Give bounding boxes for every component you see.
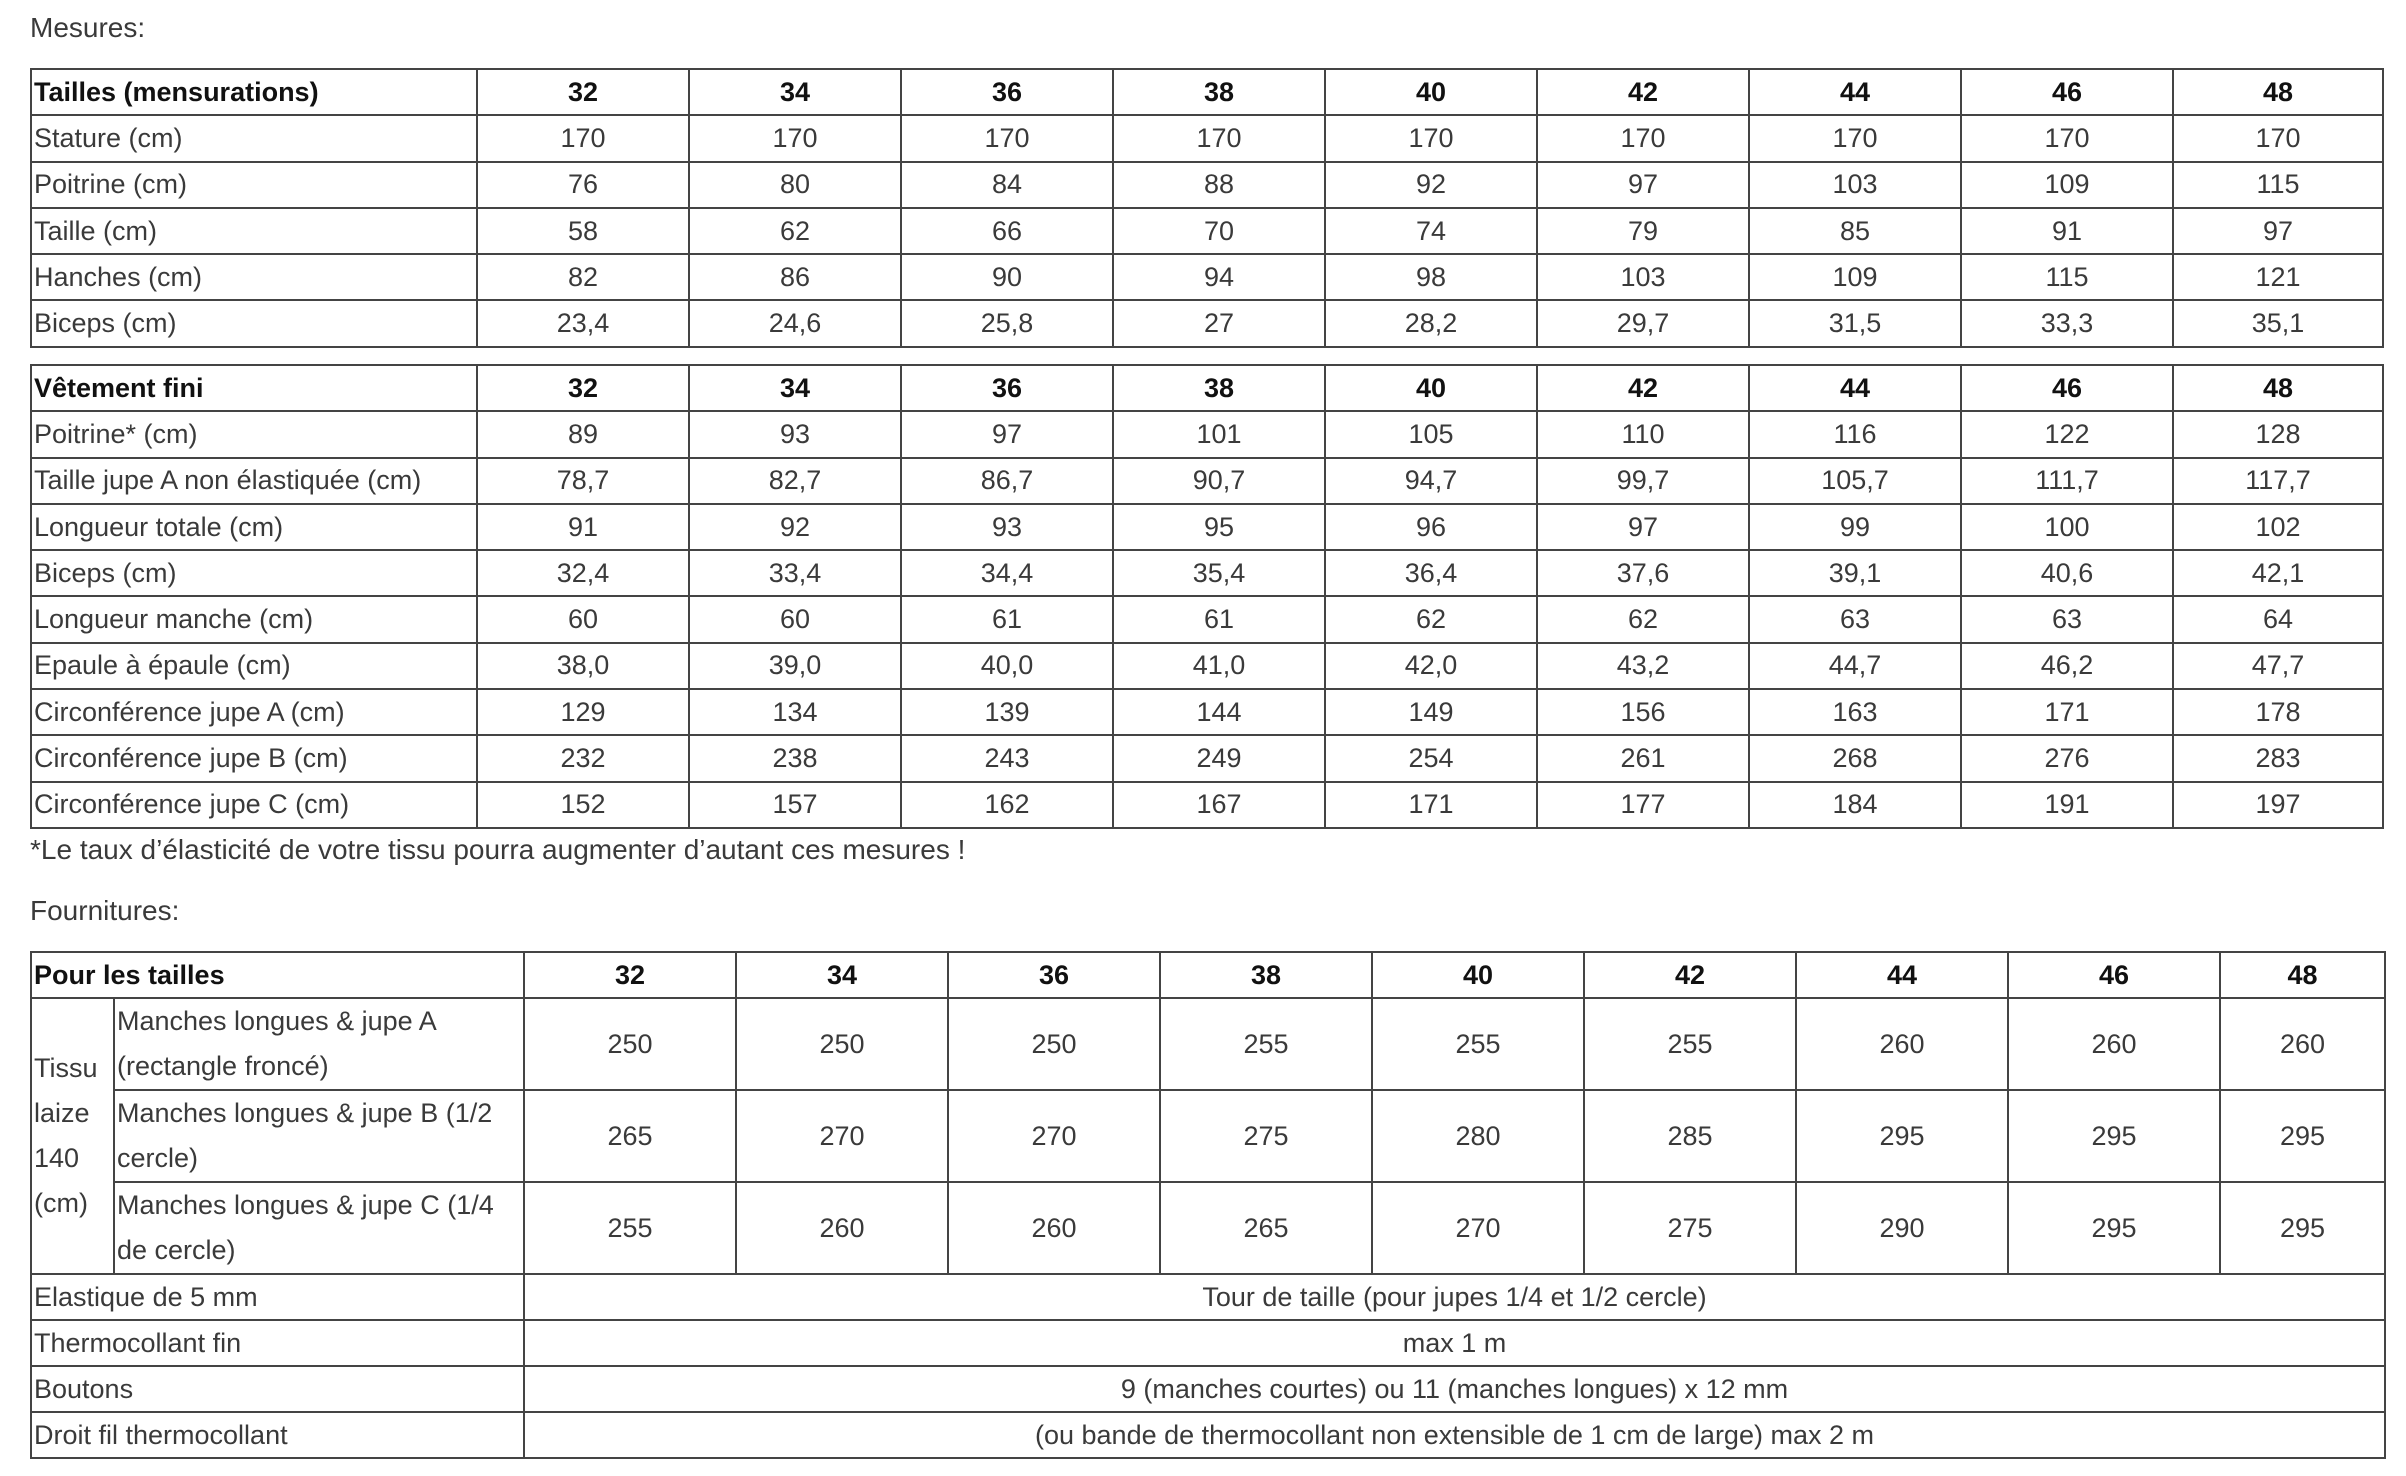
table-cell: 101 [1113,411,1325,457]
table-cell: 97 [1537,504,1749,550]
supply-label: Elastique de 5 mm [31,1274,524,1320]
table-cell: 260 [2008,998,2220,1090]
table-cell: 170 [1113,115,1325,161]
table-cell: 28,2 [1325,300,1537,346]
table-cell: 100 [1961,504,2173,550]
table-cell: 270 [948,1090,1160,1182]
table-cell: 78,7 [477,458,689,504]
size-header-40: 40 [1325,69,1537,115]
row-label: Poitrine (cm) [31,162,477,208]
table-cell: 62 [1537,596,1749,642]
table-cell: 99 [1749,504,1961,550]
table-cell: 250 [736,998,948,1090]
table-cell: 25,8 [901,300,1113,346]
size-header-42: 42 [1537,69,1749,115]
table-cell: 43,2 [1537,643,1749,689]
table-cell: 268 [1749,735,1961,781]
table-cell: 66 [901,208,1113,254]
table-cell: 94 [1113,254,1325,300]
fabric-row [31,1090,2385,1182]
table-cell: 270 [1372,1182,1584,1274]
supply-value: Tour de taille (pour jupes 1/4 et 1/2 cercle) [524,1274,2385,1320]
table-cell: 36,4 [1325,550,1537,596]
supply-row [31,1412,2385,1458]
table-cell: 129 [477,689,689,735]
size-header-42: 42 [1537,365,1749,411]
size-header-46: 46 [1961,69,2173,115]
table-cell: 105 [1325,411,1537,457]
size-header-38: 38 [1160,952,1372,998]
table-cell: 170 [1537,115,1749,161]
row-label: Epaule à épaule (cm) [31,643,477,689]
table-cell: 46,2 [1961,643,2173,689]
table-cell: 275 [1584,1182,1796,1274]
size-header-36: 36 [948,952,1160,998]
supply-label: Thermocollant fin [31,1320,524,1366]
table-cell: 89 [477,411,689,457]
table-cell: 122 [1961,411,2173,457]
table-cell: 41,0 [1113,643,1325,689]
table-cell: 162 [901,782,1113,828]
table-cell: 265 [1160,1182,1372,1274]
table-row [31,300,2383,346]
supply-value: (ou bande de thermocollant non extensible de 1 cm de large) max 2 m [524,1412,2385,1458]
table-cell: 295 [2008,1182,2220,1274]
size-header-34: 34 [736,952,948,998]
table-cell: 116 [1749,411,1961,457]
table-cell: 191 [1961,782,2173,828]
table-cell: 62 [1325,596,1537,642]
table-cell: 62 [689,208,901,254]
size-header-34: 34 [689,365,901,411]
size-header-34: 34 [689,69,901,115]
header-row [31,952,2385,998]
elasticity-note: *Le taux d’élasticité de votre tissu pourra augmenter d’autant ces mesures ! [30,834,966,865]
supply-label: Boutons [31,1366,524,1412]
table-cell: 157 [689,782,901,828]
table-cell: 47,7 [2173,643,2383,689]
table-cell: 283 [2173,735,2383,781]
table-cell: 170 [1325,115,1537,161]
table-cell: 79 [1537,208,1749,254]
table-cell: 184 [1749,782,1961,828]
table-cell: 32,4 [477,550,689,596]
table-cell: 35,1 [2173,300,2383,346]
table-cell: 86,7 [901,458,1113,504]
table-row [31,550,2383,596]
table-cell: 38,0 [477,643,689,689]
header-label: Tailles (mensurations) [31,69,477,115]
row-label: Poitrine* (cm) [31,411,477,457]
table-cell: 139 [901,689,1113,735]
finished-garment-table [30,364,2384,829]
table-cell: 94,7 [1325,458,1537,504]
table-cell: 103 [1749,162,1961,208]
table-cell: 197 [2173,782,2383,828]
table-cell: 171 [1961,689,2173,735]
table-cell: 295 [2220,1182,2385,1274]
table-cell: 40,6 [1961,550,2173,596]
size-header-46: 46 [2008,952,2220,998]
table-cell: 115 [2173,162,2383,208]
table-row [31,411,2383,457]
fabric-row [31,1182,2385,1274]
supplies-title: Fournitures: [30,895,180,926]
table-cell: 102 [2173,504,2383,550]
table-cell: 84 [901,162,1113,208]
size-header-40: 40 [1372,952,1584,998]
size-header-44: 44 [1796,952,2008,998]
table-cell: 243 [901,735,1113,781]
table-cell: 232 [477,735,689,781]
table-row [31,208,2383,254]
table-cell: 261 [1537,735,1749,781]
table-cell: 110 [1537,411,1749,457]
table-cell: 91 [1961,208,2173,254]
table-cell: 255 [1160,998,1372,1090]
table-cell: 82 [477,254,689,300]
table-cell: 76 [477,162,689,208]
table-cell: 39,0 [689,643,901,689]
header-row [31,69,2383,115]
body-measurements-table [30,68,2384,348]
table-cell: 109 [1961,162,2173,208]
size-header-32: 32 [477,365,689,411]
supply-row [31,1320,2385,1366]
table-cell: 64 [2173,596,2383,642]
table-cell: 24,6 [689,300,901,346]
table-cell: 170 [477,115,689,161]
table-cell: 86 [689,254,901,300]
row-label: Taille (cm) [31,208,477,254]
table-cell: 128 [2173,411,2383,457]
table-cell: 70 [1113,208,1325,254]
table-cell: 177 [1537,782,1749,828]
table-cell: 61 [1113,596,1325,642]
table-cell: 255 [1372,998,1584,1090]
table-row [31,254,2383,300]
table-cell: 85 [1749,208,1961,254]
table-cell: 178 [2173,689,2383,735]
table-cell: 74 [1325,208,1537,254]
table-cell: 63 [1749,596,1961,642]
size-header-48: 48 [2173,69,2383,115]
table-cell: 280 [1372,1090,1584,1182]
table-cell: 167 [1113,782,1325,828]
table-cell: 33,3 [1961,300,2173,346]
table-row [31,596,2383,642]
table-cell: 92 [689,504,901,550]
size-header-32: 32 [524,952,736,998]
table-cell: 290 [1796,1182,2008,1274]
table-cell: 249 [1113,735,1325,781]
table-cell: 96 [1325,504,1537,550]
fabric-label: Tissu laize 140 (cm) [31,998,114,1274]
size-header-40: 40 [1325,365,1537,411]
table-cell: 58 [477,208,689,254]
table-cell: 97 [901,411,1113,457]
table-cell: 295 [2220,1090,2385,1182]
table-cell: 31,5 [1749,300,1961,346]
table-cell: 98 [1325,254,1537,300]
row-label: Circonférence jupe A (cm) [31,689,477,735]
table-row [31,458,2383,504]
table-cell: 34,4 [901,550,1113,596]
table-cell: 163 [1749,689,1961,735]
table-cell: 149 [1325,689,1537,735]
table-cell: 170 [2173,115,2383,161]
table-cell: 35,4 [1113,550,1325,596]
row-label: Biceps (cm) [31,550,477,596]
size-header-36: 36 [901,69,1113,115]
table-cell: 97 [2173,208,2383,254]
table-cell: 23,4 [477,300,689,346]
table-cell: 170 [1961,115,2173,161]
table-cell: 238 [689,735,901,781]
fabric-variant-label: Manches longues & jupe C (1/4 de cercle) [114,1182,524,1274]
table-cell: 171 [1325,782,1537,828]
table-cell: 170 [1749,115,1961,161]
table-cell: 250 [524,998,736,1090]
table-cell: 134 [689,689,901,735]
table-cell: 42,1 [2173,550,2383,596]
supply-label: Droit fil thermocollant [31,1412,524,1458]
table-cell: 95 [1113,504,1325,550]
table-row [31,504,2383,550]
table-cell: 33,4 [689,550,901,596]
table-cell: 103 [1537,254,1749,300]
row-label: Biceps (cm) [31,300,477,346]
table-cell: 91 [477,504,689,550]
table-cell: 97 [1537,162,1749,208]
table-cell: 80 [689,162,901,208]
table-row [31,643,2383,689]
supplies-table [30,951,2386,1459]
table-cell: 144 [1113,689,1325,735]
table-row [31,782,2383,828]
table-cell: 37,6 [1537,550,1749,596]
table-cell: 276 [1961,735,2173,781]
table-cell: 260 [1796,998,2008,1090]
row-label: Circonférence jupe C (cm) [31,782,477,828]
table-cell: 90 [901,254,1113,300]
supply-value: 9 (manches courtes) ou 11 (manches longues) x 12 mm [524,1366,2385,1412]
table-cell: 93 [689,411,901,457]
table-cell: 275 [1160,1090,1372,1182]
table-cell: 61 [901,596,1113,642]
row-label: Hanches (cm) [31,254,477,300]
fabric-row [31,998,2385,1090]
size-header-38: 38 [1113,365,1325,411]
fabric-variant-label: Manches longues & jupe B (1/2 cercle) [114,1090,524,1182]
table-cell: 82,7 [689,458,901,504]
table-cell: 295 [2008,1090,2220,1182]
table-cell: 295 [1796,1090,2008,1182]
size-header-44: 44 [1749,69,1961,115]
table-cell: 88 [1113,162,1325,208]
table-cell: 92 [1325,162,1537,208]
table-cell: 105,7 [1749,458,1961,504]
header-label: Pour les tailles [31,952,524,998]
table-cell: 39,1 [1749,550,1961,596]
table-cell: 170 [901,115,1113,161]
size-header-36: 36 [901,365,1113,411]
table-cell: 170 [689,115,901,161]
supplies-body [31,952,2385,1458]
table-row [31,689,2383,735]
size-header-46: 46 [1961,365,2173,411]
row-label: Longueur totale (cm) [31,504,477,550]
table-cell: 60 [477,596,689,642]
table-cell: 44,7 [1749,643,1961,689]
header-label: Vêtement fini [31,365,477,411]
table-cell: 270 [736,1090,948,1182]
table-cell: 99,7 [1537,458,1749,504]
measures-title: Mesures: [30,12,146,43]
row-label: Stature (cm) [31,115,477,161]
table-row [31,162,2383,208]
table-cell: 260 [736,1182,948,1274]
size-header-38: 38 [1113,69,1325,115]
table-cell: 27 [1113,300,1325,346]
row-label: Circonférence jupe B (cm) [31,735,477,781]
table-cell: 156 [1537,689,1749,735]
table-cell: 285 [1584,1090,1796,1182]
table-row [31,735,2383,781]
table-cell: 152 [477,782,689,828]
header-row [31,365,2383,411]
fabric-variant-label: Manches longues & jupe A (rectangle froncé) [114,998,524,1090]
table-cell: 111,7 [1961,458,2173,504]
table-cell: 255 [524,1182,736,1274]
table-cell: 93 [901,504,1113,550]
supply-row [31,1366,2385,1412]
table-cell: 115 [1961,254,2173,300]
table-cell: 260 [948,1182,1160,1274]
size-header-48: 48 [2220,952,2385,998]
size-header-42: 42 [1584,952,1796,998]
row-label: Taille jupe A non élastiquée (cm) [31,458,477,504]
table-cell: 60 [689,596,901,642]
table-cell: 265 [524,1090,736,1182]
supply-row [31,1274,2385,1320]
table-cell: 250 [948,998,1160,1090]
body-measurements-body [31,69,2383,347]
table-cell: 117,7 [2173,458,2383,504]
table-cell: 109 [1749,254,1961,300]
table-cell: 260 [2220,998,2385,1090]
table-cell: 29,7 [1537,300,1749,346]
table-cell: 40,0 [901,643,1113,689]
table-cell: 90,7 [1113,458,1325,504]
table-cell: 254 [1325,735,1537,781]
row-label: Longueur manche (cm) [31,596,477,642]
table-row [31,115,2383,161]
table-cell: 63 [1961,596,2173,642]
table-cell: 255 [1584,998,1796,1090]
supply-value: max 1 m [524,1320,2385,1366]
size-header-48: 48 [2173,365,2383,411]
finished-garment-body [31,365,2383,828]
size-header-32: 32 [477,69,689,115]
table-cell: 42,0 [1325,643,1537,689]
size-header-44: 44 [1749,365,1961,411]
table-cell: 121 [2173,254,2383,300]
